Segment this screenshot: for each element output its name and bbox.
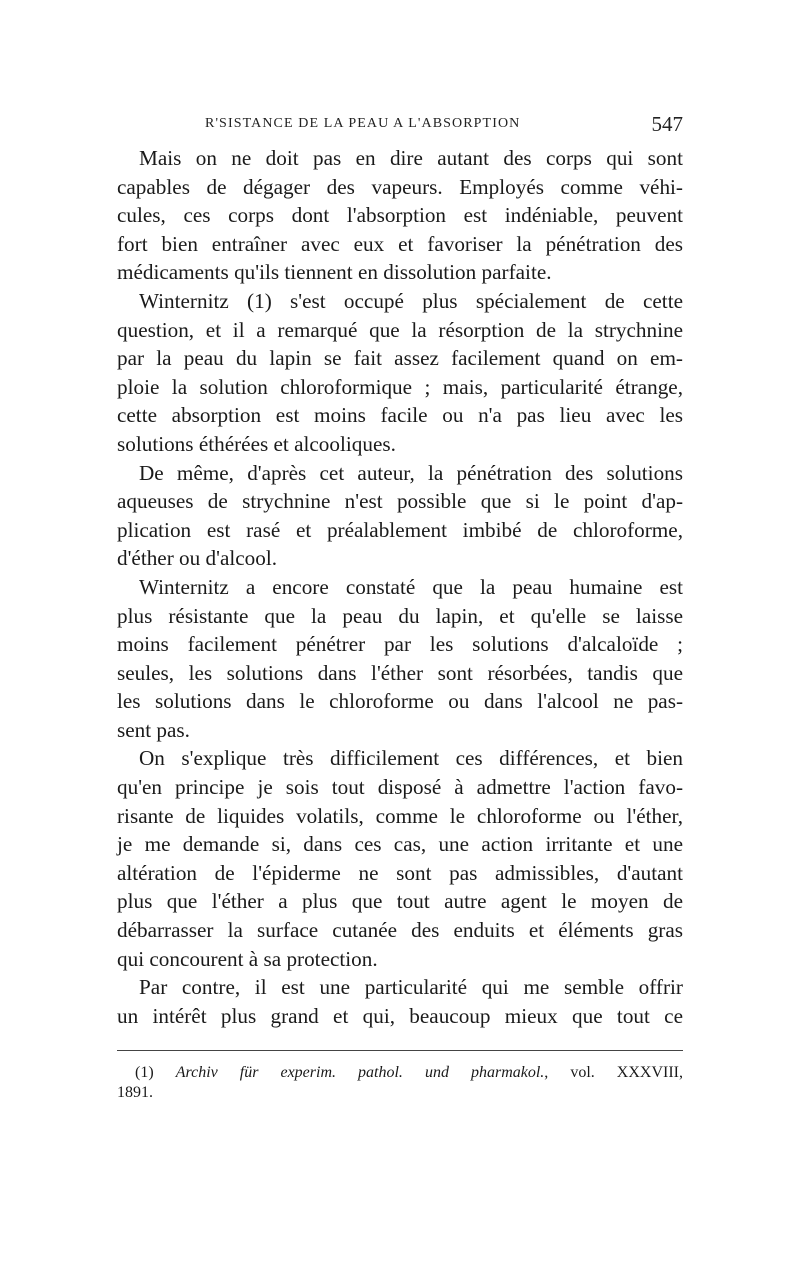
text-line: seules, les solutions dans l'éther sont résorbées, tandis que bbox=[117, 660, 683, 685]
text-line: Par contre, il est une particularité qui me semble offrir bbox=[139, 975, 683, 1000]
footnote-marker: (1) bbox=[135, 1064, 154, 1082]
paragraph bbox=[117, 144, 683, 287]
text-line: d'éther ou d'alcool. bbox=[117, 546, 278, 571]
paragraph bbox=[117, 973, 683, 1030]
footnote-volume: , vol. XXXVIII, bbox=[544, 1064, 683, 1082]
text-line: médicaments qu'ils tiennent en dissolution parfaite. bbox=[117, 260, 552, 285]
paragraph bbox=[117, 287, 683, 459]
footnote-rule bbox=[117, 1050, 683, 1051]
footnote-line-2: 1891. bbox=[117, 1084, 153, 1102]
running-title: R'SISTANCE DE LA PEAU A L'ABSORPTION bbox=[205, 116, 521, 131]
text-line: cette absorption est moins facile ou n'a pas lieu avec les bbox=[117, 403, 683, 428]
text-line: altération de l'épiderme ne sont pas admissibles, d'autant bbox=[117, 860, 683, 885]
page-number: 547 bbox=[651, 112, 683, 136]
text-line: les solutions dans le chloroforme ou dans l'alcool ne pas- bbox=[117, 689, 683, 714]
text-line: je me demande si, dans ces cas, une action irritante et une bbox=[117, 832, 683, 857]
book-page bbox=[117, 110, 683, 1103]
text-line: Winternitz a encore constaté que la peau humaine est bbox=[139, 574, 683, 599]
body-text bbox=[117, 144, 683, 1030]
text-line: un intérêt plus grand et qui, beaucoup mieux que tout ce bbox=[117, 1003, 683, 1028]
text-line: qui concourent à sa protection. bbox=[117, 946, 378, 971]
running-header bbox=[117, 110, 683, 144]
paragraph bbox=[117, 744, 683, 973]
text-line: risante de liquides volatils, comme le chloroforme ou l'éther, bbox=[117, 803, 683, 828]
footnote-line-1 bbox=[117, 1063, 683, 1083]
text-line: Mais on ne doit pas en dire autant des corps qui sont bbox=[139, 146, 683, 170]
text-line: cules, ces corps dont l'absorption est indéniable, peuvent bbox=[117, 203, 683, 228]
paragraph bbox=[117, 459, 683, 573]
text-line: On s'explique très difficilement ces différences, et bien bbox=[139, 746, 683, 771]
footnotes bbox=[117, 1063, 683, 1103]
text-line: question, et il a remarqué que la résorption de la strychnine bbox=[117, 317, 683, 342]
footnote-journal: Archiv für experim. pathol. und pharmakol. bbox=[175, 1064, 545, 1082]
text-line: plus que l'éther a plus que tout autre agent le moyen de bbox=[117, 889, 683, 914]
text-line: De même, d'après cet auteur, la pénétration des solutions bbox=[139, 460, 683, 485]
text-line: solutions éthérées et alcooliques. bbox=[117, 431, 396, 456]
paragraph bbox=[117, 573, 683, 745]
text-line: débarrasser la surface cutanée des enduits et éléments gras bbox=[117, 918, 683, 943]
text-line: sent pas. bbox=[117, 717, 190, 742]
text-line: Winternitz (1) s'est occupé plus spécialement de cette bbox=[139, 288, 683, 313]
text-line: qu'en principe je sois tout disposé à admettre l'action favo- bbox=[117, 775, 683, 800]
text-line: fort bien entraîner avec eux et favoriser la pénétration des bbox=[117, 231, 683, 256]
text-line: plication est rasé et préalablement imbibé de chloroforme, bbox=[117, 517, 683, 542]
text-line: ploie la solution chloroformique ; mais, particularité étrange, bbox=[117, 374, 683, 399]
text-line: moins facilement pénétrer par les solutions d'alcaloïde ; bbox=[117, 632, 683, 657]
text-line: capables de dégager des vapeurs. Employés comme véhi- bbox=[117, 174, 683, 199]
text-line: plus résistante que la peau du lapin, et qu'elle se laisse bbox=[117, 603, 683, 628]
text-line: aqueuses de strychnine n'est possible que si le point d'ap- bbox=[117, 489, 683, 514]
text-line: par la peau du lapin se fait assez facilement quand on em- bbox=[117, 346, 683, 371]
